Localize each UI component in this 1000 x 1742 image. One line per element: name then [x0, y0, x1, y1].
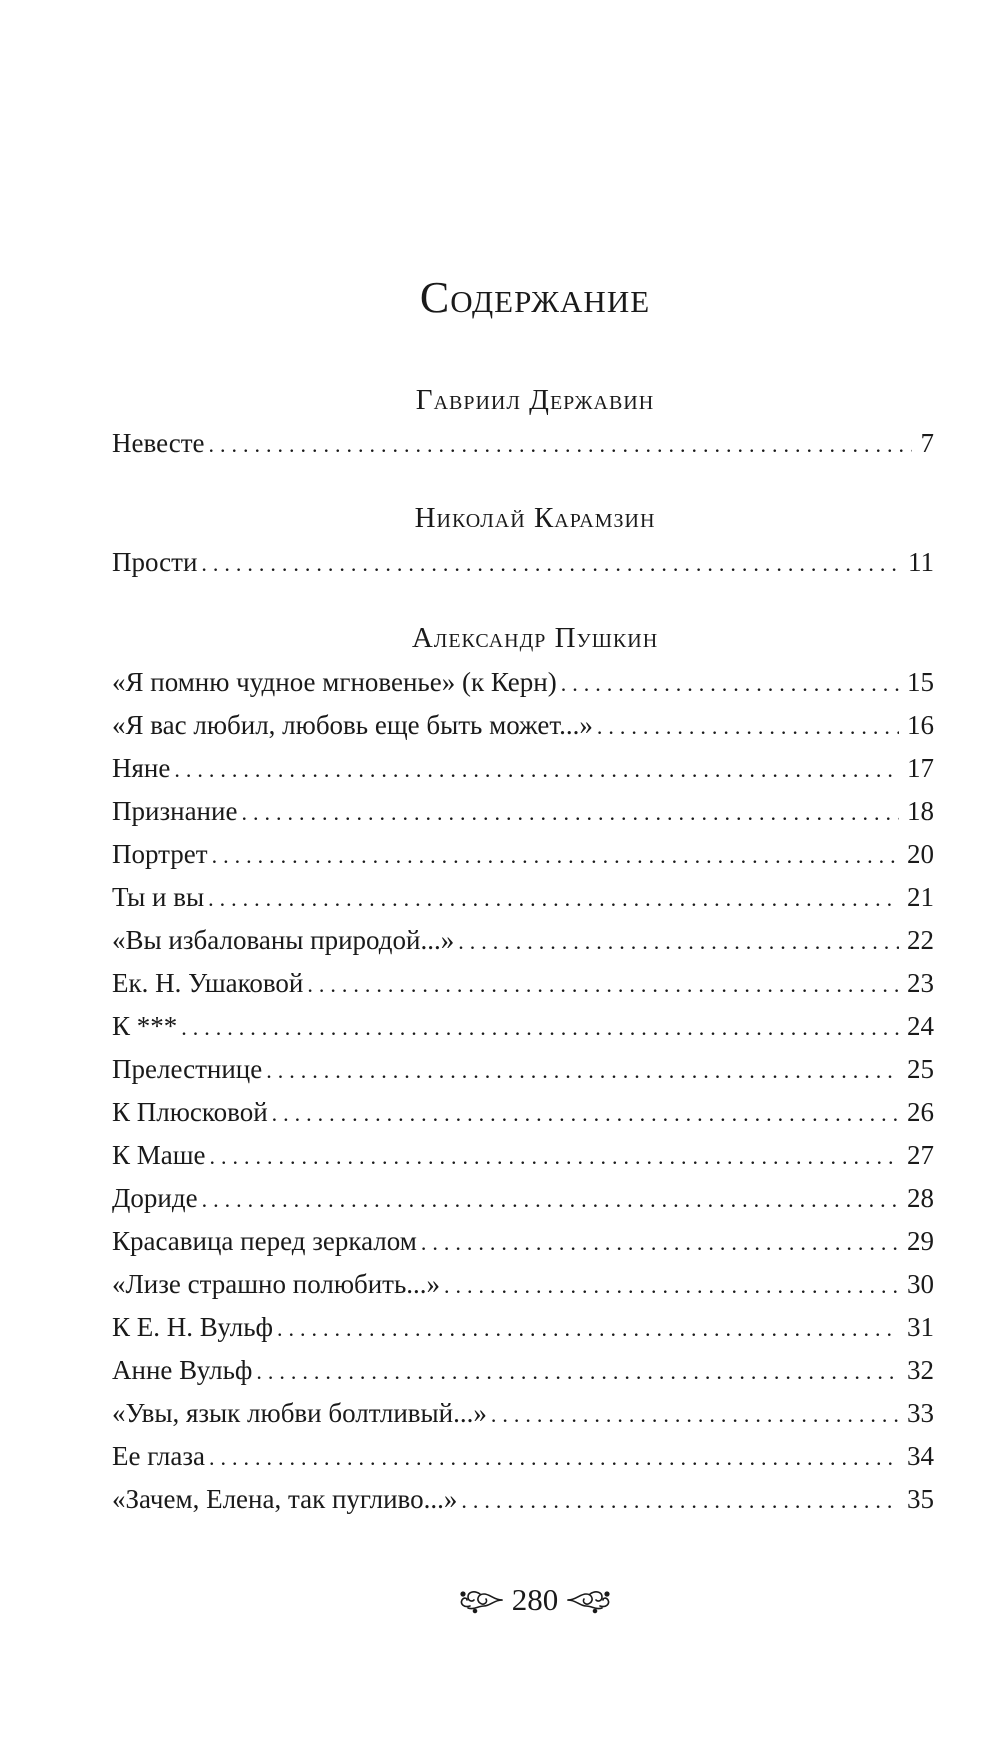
toc-entry [112, 1394, 934, 1432]
section-author-karamzin: Николай Карамзин [414, 502, 656, 534]
toc-entry-title: Ты и вы [112, 882, 205, 912]
toc-entry [112, 1179, 934, 1217]
toc-entry-title: К Маше [112, 1140, 206, 1170]
leader-dots [421, 1224, 899, 1262]
toc-entry-page: 24 [907, 1011, 934, 1041]
leader-dots [277, 1310, 899, 1348]
toc-entry-page: 15 [907, 667, 934, 697]
toc-entry-title: Анне Вульф [112, 1355, 253, 1385]
toc-entry-title: Прости [112, 547, 198, 577]
toc-entry-page: 20 [907, 839, 934, 869]
toc-entry-page: 25 [907, 1054, 934, 1084]
leader-dots [461, 1482, 899, 1520]
toc-entry [112, 792, 934, 830]
section-author-derzhavin: Гавриил Державин [415, 384, 655, 416]
toc-entry-page: 18 [907, 796, 934, 826]
toc-entry [112, 1136, 934, 1174]
toc-entry [112, 424, 934, 462]
toc-entry-title: К Е. Н. Вульф [112, 1312, 273, 1342]
toc-entry-title: «Я помню чудное мгновенье» (к Керн) [112, 667, 557, 697]
toc-entry [112, 1265, 934, 1303]
toc-entry [112, 663, 934, 701]
toc-entry-page: 7 [920, 428, 934, 458]
toc-entry-page: 27 [907, 1140, 934, 1170]
toc-entry-page: 11 [908, 547, 934, 577]
leader-dots [597, 708, 899, 746]
leader-dots [272, 1095, 899, 1133]
toc-entry-page: 29 [907, 1226, 934, 1256]
toc-entry-page: 26 [907, 1097, 934, 1127]
leader-dots [561, 665, 899, 703]
toc-entry-title: «Я вас любил, любовь еще быть может...» [112, 710, 593, 740]
toc-entry [112, 1480, 934, 1518]
toc-entry-page: 17 [907, 753, 934, 783]
toc-entry [112, 749, 934, 787]
toc-entry [112, 1351, 934, 1389]
toc-entry [112, 964, 934, 1002]
toc-entry [112, 706, 934, 744]
flourish-ornament-icon [458, 1586, 504, 1614]
leader-dots [209, 1439, 899, 1477]
toc-entry-title: «Зачем, Елена, так пугливо...» [112, 1484, 458, 1514]
leader-dots [201, 545, 900, 583]
leader-dots [202, 1181, 899, 1219]
section-author-pushkin: Александр Пушкин [411, 622, 659, 654]
toc-entry [112, 1007, 934, 1045]
toc-entry-page: 22 [907, 925, 934, 955]
toc-entry-page: 31 [907, 1312, 934, 1342]
leader-dots [307, 966, 899, 1004]
toc-entry [112, 1308, 934, 1346]
toc-entry-title: «Лизе страшно полюбить...» [112, 1269, 441, 1299]
flourish-ornament-icon [566, 1586, 612, 1614]
toc-entry-page: 16 [907, 710, 934, 740]
toc-entry-page: 28 [907, 1183, 934, 1213]
toc-entry-title: Портрет [112, 839, 208, 869]
leader-dots [241, 794, 899, 832]
leader-dots [209, 426, 913, 464]
toc-entry [112, 835, 934, 873]
toc-entry [112, 1222, 934, 1260]
toc-entry-title: Признание [112, 796, 238, 826]
toc-entry [112, 878, 934, 916]
toc-entry [112, 1437, 934, 1475]
toc-entry-page: 32 [907, 1355, 934, 1385]
toc-entry-page: 21 [907, 882, 934, 912]
toc-entry-page: 23 [907, 968, 934, 998]
toc-entry [112, 1050, 934, 1088]
toc-entry-title: Ее глаза [112, 1441, 206, 1471]
toc-entry-title: К *** [112, 1011, 178, 1041]
leader-dots [212, 837, 899, 875]
toc-entry-title: Невесте [112, 428, 205, 458]
leader-dots [208, 880, 899, 918]
toc-entry-title: «Увы, язык любви болтливый...» [112, 1398, 487, 1428]
toc-entry-title: Прелестнице [112, 1054, 263, 1084]
toc-entry-title: К Плюсковой [112, 1097, 268, 1127]
toc-entry-title: Красавица перед зеркалом [112, 1226, 417, 1256]
leader-dots [458, 923, 899, 961]
toc-entry-title: Няне [112, 753, 171, 783]
toc-entry-page: 34 [907, 1441, 934, 1471]
toc-entry-title: «Вы избалованы природой...» [112, 925, 455, 955]
toc-entry-page: 35 [907, 1484, 934, 1514]
leader-dots [256, 1353, 899, 1391]
page-footer [0, 1580, 1000, 1620]
leader-dots [181, 1009, 899, 1047]
toc-entry [112, 543, 934, 581]
leader-dots [444, 1267, 899, 1305]
toc-entry-title: Дориде [112, 1183, 198, 1213]
leader-dots [266, 1052, 899, 1090]
toc-entry-page: 33 [907, 1398, 934, 1428]
toc-entry [112, 921, 934, 959]
toc-entry [112, 1093, 934, 1131]
page-title: Содержание [419, 273, 651, 322]
page-number: 280 [511, 1582, 559, 1617]
toc-entry-page: 30 [907, 1269, 934, 1299]
leader-dots [491, 1396, 899, 1434]
leader-dots [210, 1138, 899, 1176]
leader-dots [174, 751, 899, 789]
toc-entry-title: Ек. Н. Ушаковой [112, 968, 304, 998]
